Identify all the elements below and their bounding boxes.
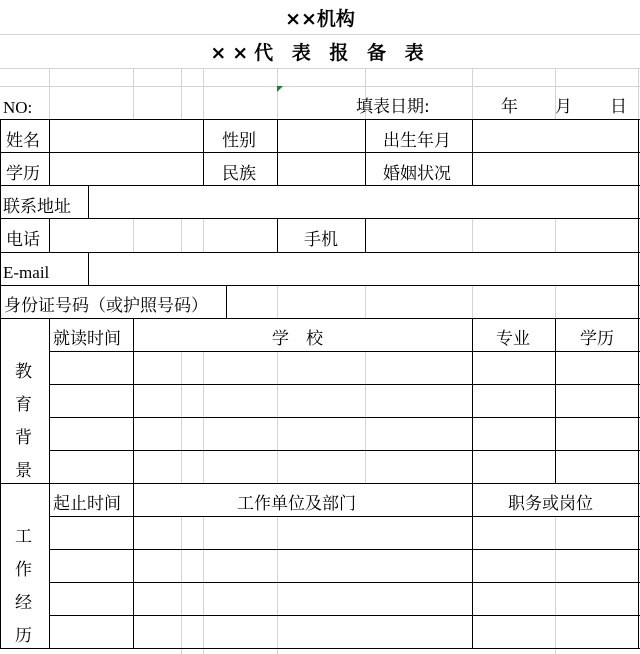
form-border xyxy=(0,648,640,649)
birth-label: 出生年月 xyxy=(383,131,451,151)
form-border xyxy=(0,285,640,286)
form-border xyxy=(49,582,640,583)
fill-date-label: 填表日期: xyxy=(356,97,430,117)
gridline xyxy=(365,285,366,319)
form-border xyxy=(133,318,134,648)
form-border xyxy=(88,185,89,218)
education-side-char: 育 xyxy=(15,395,32,415)
form-title: ××代 表 报 备 表 xyxy=(210,42,430,64)
form-border xyxy=(0,119,640,120)
form-border xyxy=(0,483,640,484)
form-border xyxy=(0,252,640,253)
form-border xyxy=(49,318,50,648)
gridline xyxy=(203,517,204,654)
form-border xyxy=(49,351,640,352)
gridline xyxy=(365,352,366,484)
email-label: E-mail xyxy=(3,263,50,282)
no-label: NO: xyxy=(3,98,33,117)
form-border xyxy=(49,615,640,616)
education-degree-header: 学历 xyxy=(580,329,614,349)
gridline xyxy=(277,352,278,484)
form-border xyxy=(203,119,204,185)
education-side-char: 教 xyxy=(15,362,32,382)
form-border xyxy=(226,285,227,318)
gridline xyxy=(203,352,204,484)
education-side-char: 景 xyxy=(15,461,32,481)
form-border xyxy=(365,218,366,252)
phone-label: 电话 xyxy=(6,230,40,250)
gridline xyxy=(555,285,556,319)
year-label: 年 xyxy=(501,97,518,117)
form-border xyxy=(0,119,1,648)
gridline xyxy=(181,68,182,119)
gridline xyxy=(0,68,640,69)
address-label: 联系地址 xyxy=(3,197,71,217)
education-label: 学历 xyxy=(6,164,40,184)
form-border xyxy=(49,549,640,550)
gridline xyxy=(181,517,182,654)
gridline xyxy=(133,68,134,119)
gridline xyxy=(133,218,134,252)
work-side-char: 作 xyxy=(15,560,32,580)
gridline xyxy=(181,352,182,484)
gridline xyxy=(181,218,182,252)
marital-status-label: 婚姻状况 xyxy=(383,164,451,184)
form-border xyxy=(555,318,556,483)
form-border xyxy=(0,218,640,219)
gridline xyxy=(203,218,204,252)
work-unit-header: 工作单位及部门 xyxy=(237,494,356,514)
education-school-header: 学 校 xyxy=(272,329,323,349)
form-border xyxy=(0,318,640,319)
form-border xyxy=(638,119,639,648)
form-border xyxy=(365,119,366,185)
gridline xyxy=(555,517,556,654)
work-position-header: 职务或岗位 xyxy=(508,494,593,514)
id-number-label: 身份证号码（或护照号码） xyxy=(4,296,208,316)
gridline xyxy=(555,218,556,252)
education-major-header: 专业 xyxy=(496,329,530,349)
form-border xyxy=(49,384,640,385)
work-side-char: 历 xyxy=(15,626,32,646)
gridline xyxy=(0,86,640,87)
gridline xyxy=(472,218,473,252)
form-border xyxy=(472,318,473,483)
work-side-char: 经 xyxy=(15,593,32,613)
form-border xyxy=(472,119,473,185)
ethnicity-label: 民族 xyxy=(222,164,256,184)
form-border xyxy=(472,483,473,648)
cell-comment-marker-icon xyxy=(277,86,283,92)
org-title: ××机构 xyxy=(285,8,355,30)
form-border xyxy=(49,417,640,418)
form-border xyxy=(49,450,640,451)
gridline xyxy=(49,68,50,119)
form-border xyxy=(277,218,278,252)
month-label: 月 xyxy=(555,97,572,117)
gender-label: 性别 xyxy=(222,131,256,151)
form-border xyxy=(0,152,640,153)
education-side-char: 背 xyxy=(15,428,32,448)
gridline xyxy=(472,285,473,319)
form-border xyxy=(277,119,278,185)
gridline xyxy=(277,517,278,654)
form-border xyxy=(88,252,89,285)
form-border xyxy=(0,185,640,186)
form-border xyxy=(49,119,50,185)
gridline xyxy=(0,34,640,35)
gridline xyxy=(277,68,278,119)
day-label: 日 xyxy=(610,97,627,117)
mobile-label: 手机 xyxy=(304,230,338,250)
education-time-header: 就读时间 xyxy=(53,329,121,349)
gridline xyxy=(277,285,278,319)
work-side-char: 工 xyxy=(15,527,32,547)
work-time-header: 起止时间 xyxy=(53,494,121,514)
form-border xyxy=(49,218,50,252)
gridline xyxy=(203,68,204,119)
gridline xyxy=(638,68,639,119)
name-label: 姓名 xyxy=(6,131,40,151)
gridline xyxy=(472,68,473,119)
form-border xyxy=(49,516,640,517)
